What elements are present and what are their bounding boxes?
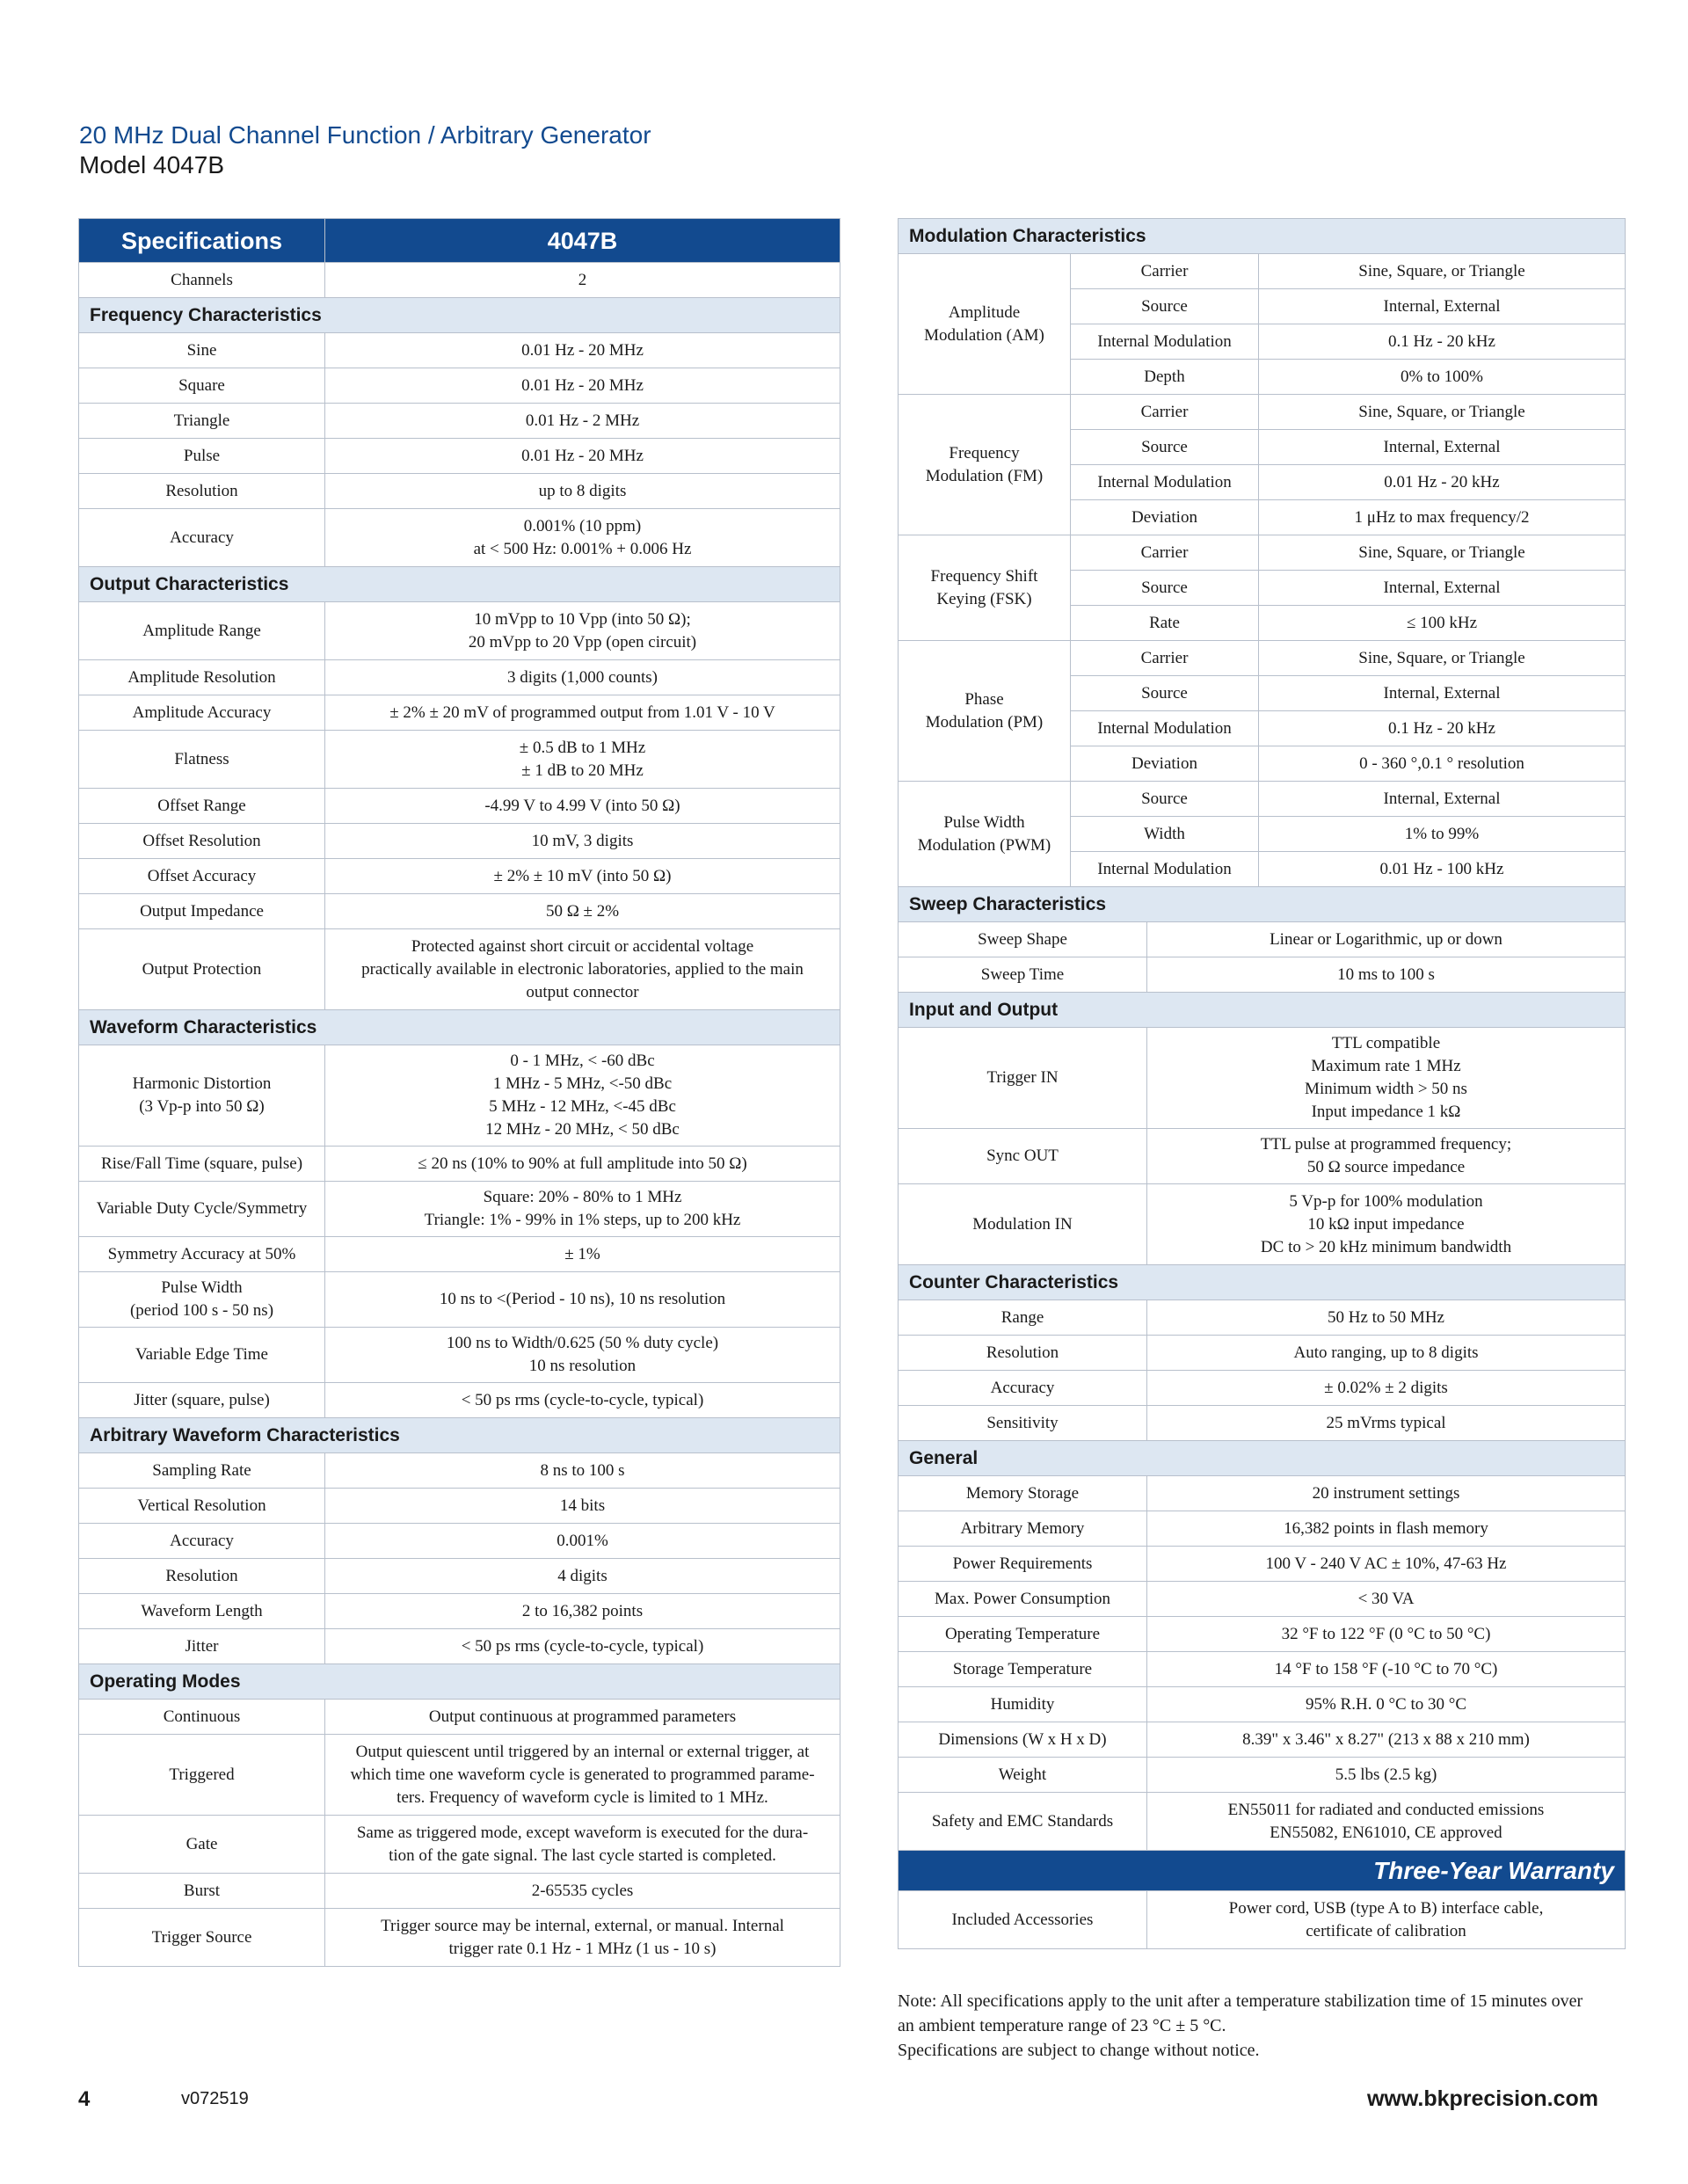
spec-value: 0.01 Hz - 20 kHz bbox=[1259, 465, 1626, 500]
spec-value: Sine, Square, or Triangle bbox=[1259, 535, 1626, 571]
spec-value: 5.5 lbs (2.5 kg) bbox=[1147, 1758, 1626, 1793]
spec-label: Depth bbox=[1071, 360, 1259, 395]
spec-label: Sampling Rate bbox=[79, 1453, 325, 1489]
note-disclaimer: Specifications are subject to change without notice. bbox=[898, 2041, 1260, 2060]
spec-label: Pulse bbox=[79, 439, 325, 474]
spec-value: TTL pulse at programmed frequency; 50 Ω source impedance bbox=[1147, 1129, 1626, 1184]
table-row bbox=[79, 824, 840, 859]
spec-label: Power Requirements bbox=[899, 1547, 1147, 1582]
spec-value: ± 2% ± 10 mV (into 50 Ω) bbox=[325, 859, 840, 894]
table-row bbox=[79, 1182, 840, 1237]
left-spec-table bbox=[78, 218, 840, 1967]
spec-label: Carrier bbox=[1071, 254, 1259, 289]
table-row bbox=[899, 1371, 1626, 1406]
table-row bbox=[899, 922, 1626, 957]
spec-value: 14 bits bbox=[325, 1489, 840, 1524]
spec-label: Amplitude Accuracy bbox=[79, 695, 325, 731]
table-row bbox=[79, 1700, 840, 1735]
spec-label: Waveform Length bbox=[79, 1594, 325, 1629]
spec-label: Resolution bbox=[79, 474, 325, 509]
spec-label: Square bbox=[79, 368, 325, 404]
spec-value: Output quiescent until triggered by an internal or external trigger, at which time one waveform cycle is generated to programmed parame- ters. Frequency of waveform cycle is limited to 1 MHz. bbox=[325, 1735, 840, 1816]
table-row bbox=[899, 1300, 1626, 1336]
table-row bbox=[79, 929, 840, 1010]
spec-value: 0 - 1 MHz, < -60 dBc 1 MHz - 5 MHz, <-50 dBc 5 MHz - 12 MHz, <-45 dBc 12 MHz - 20 MHz, < 50 dBc bbox=[325, 1045, 840, 1147]
spec-label: Deviation bbox=[1071, 746, 1259, 782]
table-row bbox=[899, 535, 1626, 571]
spec-value: 4 digits bbox=[325, 1559, 840, 1594]
spec-value: Linear or Logarithmic, up or down bbox=[1147, 922, 1626, 957]
spec-label: Deviation bbox=[1071, 500, 1259, 535]
modulation-group-label: Frequency Shift Keying (FSK) bbox=[899, 535, 1071, 641]
spec-label: Carrier bbox=[1071, 395, 1259, 430]
table-row bbox=[899, 1547, 1626, 1582]
table-row bbox=[899, 254, 1626, 289]
left-spec-column bbox=[78, 218, 840, 1967]
table-row bbox=[79, 1909, 840, 1967]
spec-value: 0.1 Hz - 20 kHz bbox=[1259, 324, 1626, 360]
spec-value: EN55011 for radiated and conducted emissions EN55082, EN61010, CE approved bbox=[1147, 1793, 1626, 1851]
spec-label: Source bbox=[1071, 782, 1259, 817]
table-row bbox=[899, 1336, 1626, 1371]
spec-label: Internal Modulation bbox=[1071, 324, 1259, 360]
spec-label: Memory Storage bbox=[899, 1476, 1147, 1511]
section-title: Waveform Characteristics bbox=[79, 1010, 840, 1045]
table-row bbox=[899, 1476, 1626, 1511]
spec-label: Offset Resolution bbox=[79, 824, 325, 859]
table-row bbox=[79, 1629, 840, 1664]
spec-value: 0% to 100% bbox=[1259, 360, 1626, 395]
right-spec-table bbox=[898, 886, 1626, 1949]
section-header-input-output bbox=[899, 993, 1626, 1028]
modulation-group-label: Pulse Width Modulation (PWM) bbox=[899, 782, 1071, 887]
spec-label: Internal Modulation bbox=[1071, 852, 1259, 887]
table-row bbox=[79, 1237, 840, 1272]
spec-label: Operating Temperature bbox=[899, 1617, 1147, 1652]
section-title: Operating Modes bbox=[79, 1664, 840, 1700]
spec-value: Square: 20% - 80% to 1 MHz Triangle: 1% - 99% in 1% steps, up to 200 kHz bbox=[325, 1182, 840, 1237]
spec-label: Humidity bbox=[899, 1687, 1147, 1722]
spec-value: Trigger source may be internal, external, or manual. Internal trigger rate 0.1 Hz - 1 MHz (1 us - 10 s) bbox=[325, 1909, 840, 1967]
spec-label: Output Protection bbox=[79, 929, 325, 1010]
table-row bbox=[899, 1028, 1626, 1129]
table-row bbox=[899, 1722, 1626, 1758]
spec-label: Safety and EMC Standards bbox=[899, 1793, 1147, 1851]
spec-value: < 50 ps rms (cycle-to-cycle, typical) bbox=[325, 1383, 840, 1418]
spec-value: 100 V - 240 V AC ± 10%, 47-63 Hz bbox=[1147, 1547, 1626, 1582]
spec-value: ± 1% bbox=[325, 1237, 840, 1272]
spec-value: 8.39" x 3.46" x 8.27" (213 x 88 x 210 mm) bbox=[1147, 1722, 1626, 1758]
table-row bbox=[899, 1406, 1626, 1441]
spec-value: 3 digits (1,000 counts) bbox=[325, 660, 840, 695]
table-row bbox=[899, 1758, 1626, 1793]
spec-label: Source bbox=[1071, 676, 1259, 711]
spec-label: Carrier bbox=[1071, 641, 1259, 676]
table-row bbox=[79, 1453, 840, 1489]
spec-value: ± 0.5 dB to 1 MHz ± 1 dB to 20 MHz bbox=[325, 731, 840, 789]
table-row bbox=[79, 695, 840, 731]
spec-value: 0.001% bbox=[325, 1524, 840, 1559]
spec-value: Auto ranging, up to 8 digits bbox=[1147, 1336, 1626, 1371]
spec-label: Offset Range bbox=[79, 789, 325, 824]
spec-label: Rate bbox=[1071, 606, 1259, 641]
spec-label: Jitter (square, pulse) bbox=[79, 1383, 325, 1418]
document-title: 20 MHz Dual Channel Function / Arbitrary Generator bbox=[79, 121, 651, 149]
spec-value: Internal, External bbox=[1259, 430, 1626, 465]
spec-value: 0.01 Hz - 2 MHz bbox=[325, 404, 840, 439]
section-header-modulation bbox=[899, 219, 1626, 254]
spec-value: 14 °F to 158 °F (-10 °C to 70 °C) bbox=[1147, 1652, 1626, 1687]
modulation-group-label: Frequency Modulation (FM) bbox=[899, 395, 1071, 535]
table-row bbox=[79, 731, 840, 789]
table-row bbox=[79, 859, 840, 894]
modulation-group-label: Phase Modulation (PM) bbox=[899, 641, 1071, 782]
section-header-frequency bbox=[79, 298, 840, 333]
spec-label: Variable Edge Time bbox=[79, 1328, 325, 1383]
spec-label: Source bbox=[1071, 289, 1259, 324]
section-header-sweep bbox=[899, 887, 1626, 922]
table-row bbox=[899, 1687, 1626, 1722]
table-row bbox=[79, 1816, 840, 1874]
spec-label: Offset Accuracy bbox=[79, 859, 325, 894]
spec-value: 2 bbox=[325, 263, 840, 298]
table-row bbox=[79, 1489, 840, 1524]
table-row bbox=[899, 782, 1626, 817]
spec-value: Internal, External bbox=[1259, 676, 1626, 711]
spec-label: Pulse Width (period 100 s - 50 ns) bbox=[79, 1272, 325, 1328]
spec-label: Sync OUT bbox=[899, 1129, 1147, 1184]
spec-label: Output Impedance bbox=[79, 894, 325, 929]
table-row bbox=[899, 1184, 1626, 1265]
table-row bbox=[79, 1272, 840, 1328]
spec-label: Modulation IN bbox=[899, 1184, 1147, 1265]
spec-label: Weight bbox=[899, 1758, 1147, 1793]
table-row bbox=[79, 1328, 840, 1383]
right-spec-column bbox=[898, 218, 1626, 1949]
spec-value: 2 to 16,382 points bbox=[325, 1594, 840, 1629]
spec-value: 10 ns to <(Period - 10 ns), 10 ns resolution bbox=[325, 1272, 840, 1328]
spec-value: 10 ms to 100 s bbox=[1147, 957, 1626, 993]
specification-note bbox=[898, 1989, 1654, 2063]
spec-value: 0.01 Hz - 20 MHz bbox=[325, 368, 840, 404]
spec-label: Channels bbox=[79, 263, 325, 298]
spec-label: Arbitrary Memory bbox=[899, 1511, 1147, 1547]
spec-label: Flatness bbox=[79, 731, 325, 789]
spec-value: 2-65535 cycles bbox=[325, 1874, 840, 1909]
table-row bbox=[899, 1129, 1626, 1184]
spec-value: 0.01 Hz - 20 MHz bbox=[325, 333, 840, 368]
spec-value: up to 8 digits bbox=[325, 474, 840, 509]
spec-label: Sine bbox=[79, 333, 325, 368]
spec-value: Internal, External bbox=[1259, 782, 1626, 817]
document-version: v072519 bbox=[181, 2089, 249, 2108]
spec-value: 25 mVrms typical bbox=[1147, 1406, 1626, 1441]
spec-label: Continuous bbox=[79, 1700, 325, 1735]
spec-label: Amplitude Resolution bbox=[79, 660, 325, 695]
warranty-label: Three-Year Warranty bbox=[899, 1851, 1626, 1891]
section-title: Sweep Characteristics bbox=[899, 887, 1626, 922]
section-title: Input and Output bbox=[899, 993, 1626, 1028]
spec-value: Power cord, USB (type A to B) interface cable, certificate of calibration bbox=[1147, 1891, 1626, 1949]
spec-label: Trigger Source bbox=[79, 1909, 325, 1967]
table-header-row bbox=[79, 219, 840, 263]
spec-value: 95% R.H. 0 °C to 30 °C bbox=[1147, 1687, 1626, 1722]
table-row bbox=[79, 509, 840, 567]
spec-value: ≤ 20 ns (10% to 90% at full amplitude into 50 Ω) bbox=[325, 1147, 840, 1182]
table-row bbox=[79, 1045, 840, 1147]
table-row bbox=[79, 1524, 840, 1559]
table-row bbox=[899, 1511, 1626, 1547]
spec-label: Amplitude Range bbox=[79, 602, 325, 660]
table-row bbox=[79, 894, 840, 929]
spec-value: 50 Hz to 50 MHz bbox=[1147, 1300, 1626, 1336]
spec-label: Vertical Resolution bbox=[79, 1489, 325, 1524]
spec-value: 0.001% (10 ppm) at < 500 Hz: 0.001% + 0.006 Hz bbox=[325, 509, 840, 567]
spec-value: Sine, Square, or Triangle bbox=[1259, 395, 1626, 430]
table-row bbox=[79, 1147, 840, 1182]
spec-value: 100 ns to Width/0.625 (50 % duty cycle) 10 ns resolution bbox=[325, 1328, 840, 1383]
spec-value: -4.99 V to 4.99 V (into 50 Ω) bbox=[325, 789, 840, 824]
spec-value: TTL compatible Maximum rate 1 MHz Minimum width > 50 ns Input impedance 1 kΩ bbox=[1147, 1028, 1626, 1129]
spec-value: 0.1 Hz - 20 kHz bbox=[1259, 711, 1626, 746]
section-title: General bbox=[899, 1441, 1626, 1476]
section-header-output bbox=[79, 567, 840, 602]
spec-value: Internal, External bbox=[1259, 289, 1626, 324]
spec-label: Carrier bbox=[1071, 535, 1259, 571]
table-row bbox=[79, 1735, 840, 1816]
spec-label: Triangle bbox=[79, 404, 325, 439]
spec-label: Burst bbox=[79, 1874, 325, 1909]
spec-label: Gate bbox=[79, 1816, 325, 1874]
spec-value: Output continuous at programmed parameters bbox=[325, 1700, 840, 1735]
table-row bbox=[899, 1617, 1626, 1652]
specifications-heading: Specifications bbox=[79, 219, 325, 263]
table-row bbox=[899, 1793, 1626, 1851]
spec-value: Sine, Square, or Triangle bbox=[1259, 254, 1626, 289]
spec-label: Sensitivity bbox=[899, 1406, 1147, 1441]
section-title: Modulation Characteristics bbox=[899, 219, 1626, 254]
spec-value: 0.01 Hz - 100 kHz bbox=[1259, 852, 1626, 887]
spec-label: Dimensions (W x H x D) bbox=[899, 1722, 1147, 1758]
table-row bbox=[79, 333, 840, 368]
table-row bbox=[79, 1383, 840, 1418]
spec-label: Width bbox=[1071, 817, 1259, 852]
section-header-arbitrary bbox=[79, 1418, 840, 1453]
section-header-general bbox=[899, 1441, 1626, 1476]
page-number: 4 bbox=[78, 2087, 91, 2111]
section-title: Arbitrary Waveform Characteristics bbox=[79, 1418, 840, 1453]
spec-value: 32 °F to 122 °F (0 °C to 50 °C) bbox=[1147, 1617, 1626, 1652]
section-header-waveform bbox=[79, 1010, 840, 1045]
spec-label: Resolution bbox=[79, 1559, 325, 1594]
spec-label: Jitter bbox=[79, 1629, 325, 1664]
spec-label: Storage Temperature bbox=[899, 1652, 1147, 1687]
section-title: Counter Characteristics bbox=[899, 1265, 1626, 1300]
table-row bbox=[79, 1559, 840, 1594]
spec-value: ± 0.02% ± 2 digits bbox=[1147, 1371, 1626, 1406]
table-row bbox=[79, 1874, 840, 1909]
spec-value: < 30 VA bbox=[1147, 1582, 1626, 1617]
spec-value: 1% to 99% bbox=[1259, 817, 1626, 852]
spec-label: Variable Duty Cycle/Symmetry bbox=[79, 1182, 325, 1237]
table-row bbox=[79, 439, 840, 474]
table-row bbox=[79, 789, 840, 824]
spec-value: 8 ns to 100 s bbox=[325, 1453, 840, 1489]
spec-value: 5 Vp-p for 100% modulation 10 kΩ input impedance DC to > 20 kHz minimum bandwidth bbox=[1147, 1184, 1626, 1265]
spec-value: 10 mV, 3 digits bbox=[325, 824, 840, 859]
model-subtitle: Model 4047B bbox=[79, 151, 225, 178]
spec-value: 1 μHz to max frequency/2 bbox=[1259, 500, 1626, 535]
spec-label: Included Accessories bbox=[899, 1891, 1147, 1949]
spec-value: < 50 ps rms (cycle-to-cycle, typical) bbox=[325, 1629, 840, 1664]
table-row bbox=[79, 602, 840, 660]
table-row bbox=[899, 1891, 1626, 1949]
spec-value: 16,382 points in flash memory bbox=[1147, 1511, 1626, 1547]
modulation-group-label: Amplitude Modulation (AM) bbox=[899, 254, 1071, 395]
model-heading: 4047B bbox=[325, 219, 840, 263]
spec-value: Sine, Square, or Triangle bbox=[1259, 641, 1626, 676]
table-row bbox=[79, 404, 840, 439]
spec-label: Triggered bbox=[79, 1735, 325, 1816]
website-link[interactable]: www.bkprecision.com bbox=[1366, 2086, 1598, 2111]
spec-value: 20 instrument settings bbox=[1147, 1476, 1626, 1511]
spec-label: Accuracy bbox=[79, 1524, 325, 1559]
warranty-banner bbox=[899, 1851, 1626, 1891]
spec-label: Sweep Shape bbox=[899, 922, 1147, 957]
spec-label: Accuracy bbox=[899, 1371, 1147, 1406]
spec-label: Internal Modulation bbox=[1071, 465, 1259, 500]
note-text: Note: All specifications apply to the unit after a temperature stabilization time of 15 minutes over an ambient temperature range of 23 °C ± 5 °C. bbox=[898, 1991, 1583, 2035]
spec-value: 0 - 360 °,0.1 ° resolution bbox=[1259, 746, 1626, 782]
table-row bbox=[79, 474, 840, 509]
spec-label: Accuracy bbox=[79, 509, 325, 567]
spec-label: Internal Modulation bbox=[1071, 711, 1259, 746]
section-title: Frequency Characteristics bbox=[79, 298, 840, 333]
spec-value: 50 Ω ± 2% bbox=[325, 894, 840, 929]
spec-label: Trigger IN bbox=[899, 1028, 1147, 1129]
table-row bbox=[899, 1582, 1626, 1617]
spec-label: Symmetry Accuracy at 50% bbox=[79, 1237, 325, 1272]
table-row bbox=[899, 1652, 1626, 1687]
spec-label: Harmonic Distortion (3 Vp-p into 50 Ω) bbox=[79, 1045, 325, 1147]
spec-label: Rise/Fall Time (square, pulse) bbox=[79, 1147, 325, 1182]
spec-label: Sweep Time bbox=[899, 957, 1147, 993]
modulation-table bbox=[898, 218, 1626, 887]
section-header-counter bbox=[899, 1265, 1626, 1300]
spec-value: ± 2% ± 20 mV of programmed output from 1.01 V - 10 V bbox=[325, 695, 840, 731]
table-row bbox=[79, 368, 840, 404]
spec-value: 0.01 Hz - 20 MHz bbox=[325, 439, 840, 474]
section-header-operating-modes bbox=[79, 1664, 840, 1700]
table-row bbox=[79, 263, 840, 298]
spec-value: ≤ 100 kHz bbox=[1259, 606, 1626, 641]
table-row bbox=[79, 660, 840, 695]
spec-label: Range bbox=[899, 1300, 1147, 1336]
section-title: Output Characteristics bbox=[79, 567, 840, 602]
spec-label: Max. Power Consumption bbox=[899, 1582, 1147, 1617]
table-row bbox=[899, 957, 1626, 993]
spec-label: Resolution bbox=[899, 1336, 1147, 1371]
table-row bbox=[899, 395, 1626, 430]
table-row bbox=[899, 641, 1626, 676]
table-row bbox=[79, 1594, 840, 1629]
spec-value: Internal, External bbox=[1259, 571, 1626, 606]
spec-value: Protected against short circuit or accidental voltage practically available in electronic laboratories, applied to the main output connector bbox=[325, 929, 840, 1010]
spec-value: Same as triggered mode, except waveform is executed for the dura- tion of the gate signal. The last cycle started is completed. bbox=[325, 1816, 840, 1874]
spec-label: Source bbox=[1071, 430, 1259, 465]
spec-value: 10 mVpp to 10 Vpp (into 50 Ω); 20 mVpp to 20 Vpp (open circuit) bbox=[325, 602, 840, 660]
spec-label: Source bbox=[1071, 571, 1259, 606]
